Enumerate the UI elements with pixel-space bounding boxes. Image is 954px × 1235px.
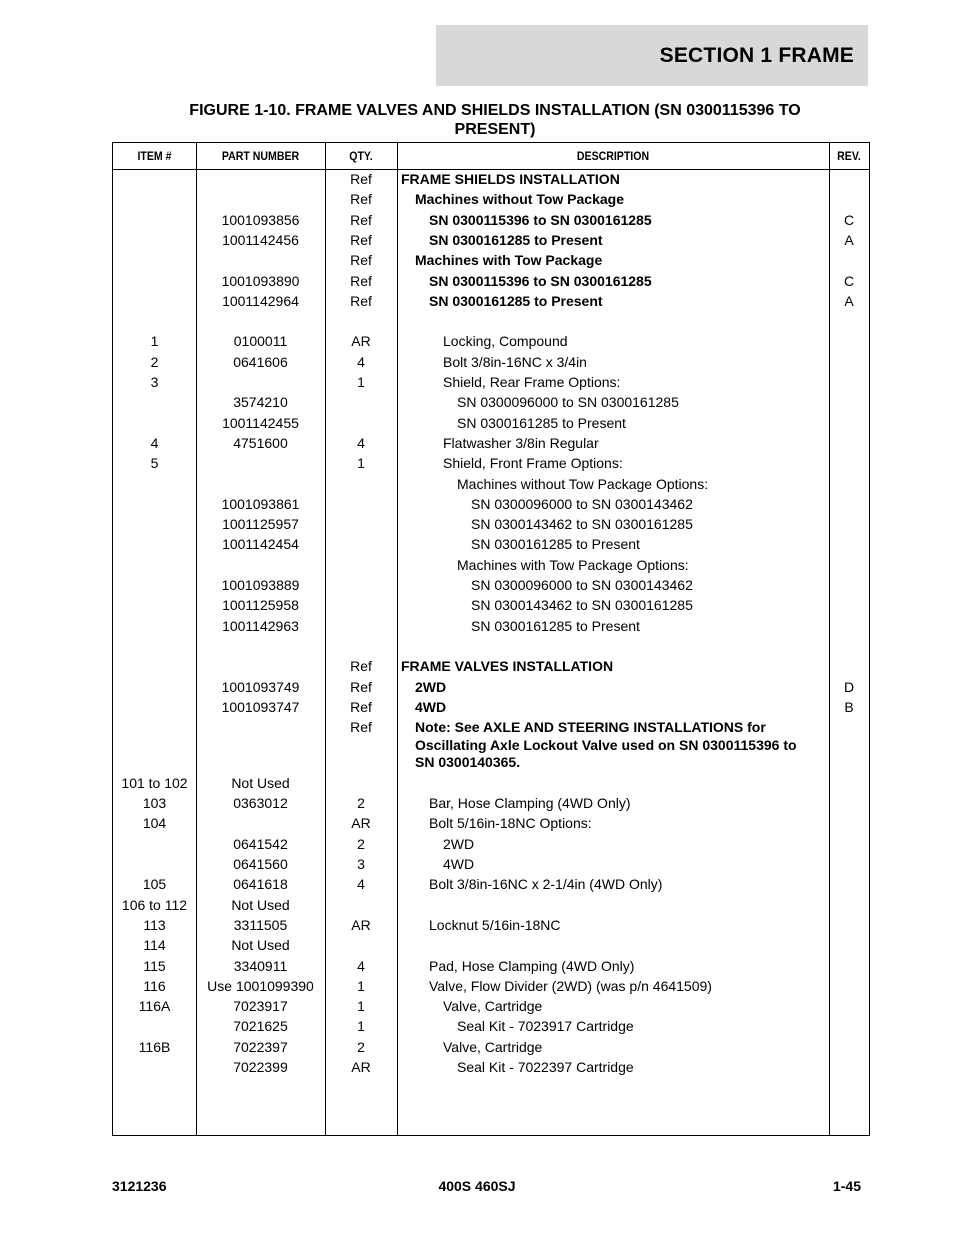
rev-cell: B [844,698,854,715]
part-number-cell: 1001093861 [221,495,300,512]
qty-cell: Ref [350,292,372,309]
qty-cell: Ref [350,678,372,695]
description-cell: SN 0300161285 to Present [457,414,626,431]
qty-cell: 4 [357,876,365,893]
description-cell: Shield, Rear Frame Options: [443,374,621,390]
description-cell: Locking, Compound [443,333,568,350]
qty-cell: 1 [357,374,365,390]
rev-cell: C [843,211,855,228]
description-cell: Seal Kit - 7023917 Cartridge [457,1018,634,1035]
part-number-cell: 0100011 [233,333,288,350]
qty-cell: 2 [357,1038,365,1055]
figure-title: FIGURE 1-10. FRAME VALVES AND SHIELDS INSTALLATION (SN 0300115396 TO PRESENT) [189,102,801,138]
item-cell: 1 [150,333,159,350]
description-cell: Machines with Tow Package Options: [457,556,689,573]
part-number-cell: 1001093889 [221,577,300,593]
qty-cell: 4 [357,434,365,451]
item-cell: 113 [143,916,166,933]
qty-cell: AR [351,1059,371,1075]
part-number-cell: 0641618 [233,876,288,893]
item-cell: 3 [150,374,159,390]
description-cell: SN 0300143462 to SN 0300161285 [471,597,693,614]
item-cell: 116B [138,1038,171,1055]
description-cell: 4WD [443,856,475,872]
description-cell: SN 0300161285 to Present [471,617,640,634]
part-number-cell: 1001142456 [222,231,299,248]
part-number-cell: Not Used [231,774,290,791]
description-cell: Machines with Tow Package [415,252,603,269]
description-cell: SN 0300161285 to Present [471,536,640,553]
description-cell: Bolt 5/16in-18NC Options: [429,815,592,832]
rev-cell: C [843,272,855,289]
part-number-cell: 1001093856 [221,211,300,228]
part-number-cell: 0641560 [233,856,288,872]
qty-cell: AR [351,815,371,832]
description-cell: Bolt 3/8in-16NC x 2-1/4in (4WD Only) [429,876,663,893]
description-cell: 2WD [415,678,447,695]
qty-cell: Ref [350,719,372,736]
item-cell: 104 [142,815,167,832]
part-number-cell: 1001142963 [222,617,299,634]
part-number-cell: 0641542 [233,835,288,852]
section-title: SECTION 1 FRAME [659,43,854,67]
header-item: ITEM # [137,149,172,163]
header-part-number: PART NUMBER [221,149,300,163]
part-number-cell: 1001142964 [222,292,299,309]
description-cell: Locknut 5/16in-18NC [429,916,561,933]
part-number-cell: 1001125958 [222,597,299,614]
part-number-cell: Not Used [231,937,290,954]
item-cell: 114 [143,937,166,954]
description-cell: Machines without Tow Package [415,191,625,208]
qty-cell: Ref [350,211,372,228]
description-cell: SN 0300096000 to SN 0300143462 [471,495,693,512]
header-rev: REV. [837,149,861,163]
footer-model: 400S 460SJ [438,1178,516,1194]
column-divider [829,143,830,1135]
qty-cell: 4 [357,353,365,370]
part-number-cell: 3574210 [233,394,288,411]
description-cell: Valve, Cartridge [443,1038,543,1055]
qty-cell: AR [351,916,371,933]
item-cell: 105 [142,876,167,893]
description-cell: SN 0300096000 to SN 0300143462 [471,577,693,593]
footer-page-number: 1-45 [832,1178,861,1194]
item-cell: 116A [138,998,171,1015]
part-number-cell: 7023917 [233,998,288,1015]
qty-cell: Ref [350,252,372,269]
description-cell: Shield, Front Frame Options: [443,455,623,472]
qty-cell: Ref [350,171,372,187]
qty-cell: 2 [357,835,365,852]
header-divider [113,169,869,170]
item-cell: 116 [143,977,166,994]
part-number-cell: 4751600 [233,434,288,451]
qty-cell: 1 [357,455,365,472]
description-cell: SN 0300096000 to SN 0300161285 [457,394,679,411]
description-cell: Flatwasher 3/8in Regular [443,434,599,451]
description-cell: Valve, Flow Divider (2WD) (was p/n 4641509) [429,977,712,994]
description-cell: Machines without Tow Package Options: [457,475,709,492]
description-cell: FRAME SHIELDS INSTALLATION [401,171,620,187]
item-cell: 115 [143,957,166,974]
part-number-cell: 3340911 [233,957,288,974]
part-number-cell: 1001125957 [222,516,299,533]
description-cell: Pad, Hose Clamping (4WD Only) [429,957,635,974]
rev-cell: A [844,292,854,309]
item-cell: 4 [150,434,159,451]
part-number-cell: 1001093749 [221,678,300,695]
part-number-cell: 7021625 [233,1018,288,1035]
qty-cell: Ref [350,698,372,715]
part-number-cell: 0363012 [233,795,288,812]
description-cell: Valve, Cartridge [443,998,543,1015]
description-cell: Bolt 3/8in-16NC x 3/4in [443,353,587,370]
qty-cell: Ref [350,191,372,208]
item-cell: 106 to 112 [121,896,188,913]
item-cell: 101 to 102 [121,774,188,791]
qty-cell: Ref [350,272,372,289]
rev-cell: D [843,678,855,695]
description-cell: Bar, Hose Clamping (4WD Only) [429,795,631,812]
header-description: DESCRIPTION [576,149,650,163]
part-number-cell: 1001093890 [221,272,300,289]
part-number-cell: 1001142455 [222,414,299,431]
qty-cell: 1 [357,998,365,1015]
parts-table [112,142,870,1136]
qty-cell: 3 [357,856,365,872]
description-cell: 4WD [415,698,447,715]
part-number-cell: 7022397 [233,1038,288,1055]
qty-cell: 4 [357,957,365,974]
description-cell: Note: See AXLE AND STEERING INSTALLATIONS for Oscillating Axle Lockout Valve used on SN 0300115396 to SN 0300140365. [415,719,797,771]
footer-doc-number: 3121236 [112,1178,167,1194]
part-number-cell: Use 1001099390 [207,977,314,994]
description-cell: SN 0300115396 to SN 0300161285 [429,211,652,228]
description-cell: 2WD [443,835,475,852]
part-number-cell: 7022399 [233,1059,288,1075]
description-cell: FRAME VALVES INSTALLATION [401,658,614,675]
qty-cell: AR [351,333,371,350]
description-cell: SN 0300161285 to Present [429,231,603,248]
item-cell: 2 [150,353,159,370]
qty-cell: Ref [350,658,372,675]
qty-cell: 1 [357,977,365,994]
section-banner [436,25,868,86]
qty-cell: 2 [357,795,365,812]
part-number-cell: 3311505 [233,916,288,933]
description-cell: SN 0300115396 to SN 0300161285 [429,272,652,289]
header-qty: QTY. [349,149,373,163]
description-cell: SN 0300161285 to Present [429,292,603,309]
part-number-cell: 1001142454 [222,536,299,553]
item-cell: 5 [150,455,159,472]
part-number-cell: Not Used [231,896,290,913]
description-cell: Seal Kit - 7022397 Cartridge [457,1059,634,1075]
rev-cell: A [844,231,854,248]
part-number-cell: 1001093747 [221,698,300,715]
description-cell: SN 0300143462 to SN 0300161285 [471,516,693,533]
column-divider [397,143,398,1135]
item-cell: 103 [142,795,167,812]
qty-cell: Ref [350,231,372,248]
qty-cell: 1 [357,1018,365,1035]
part-number-cell: 0641606 [233,353,288,370]
